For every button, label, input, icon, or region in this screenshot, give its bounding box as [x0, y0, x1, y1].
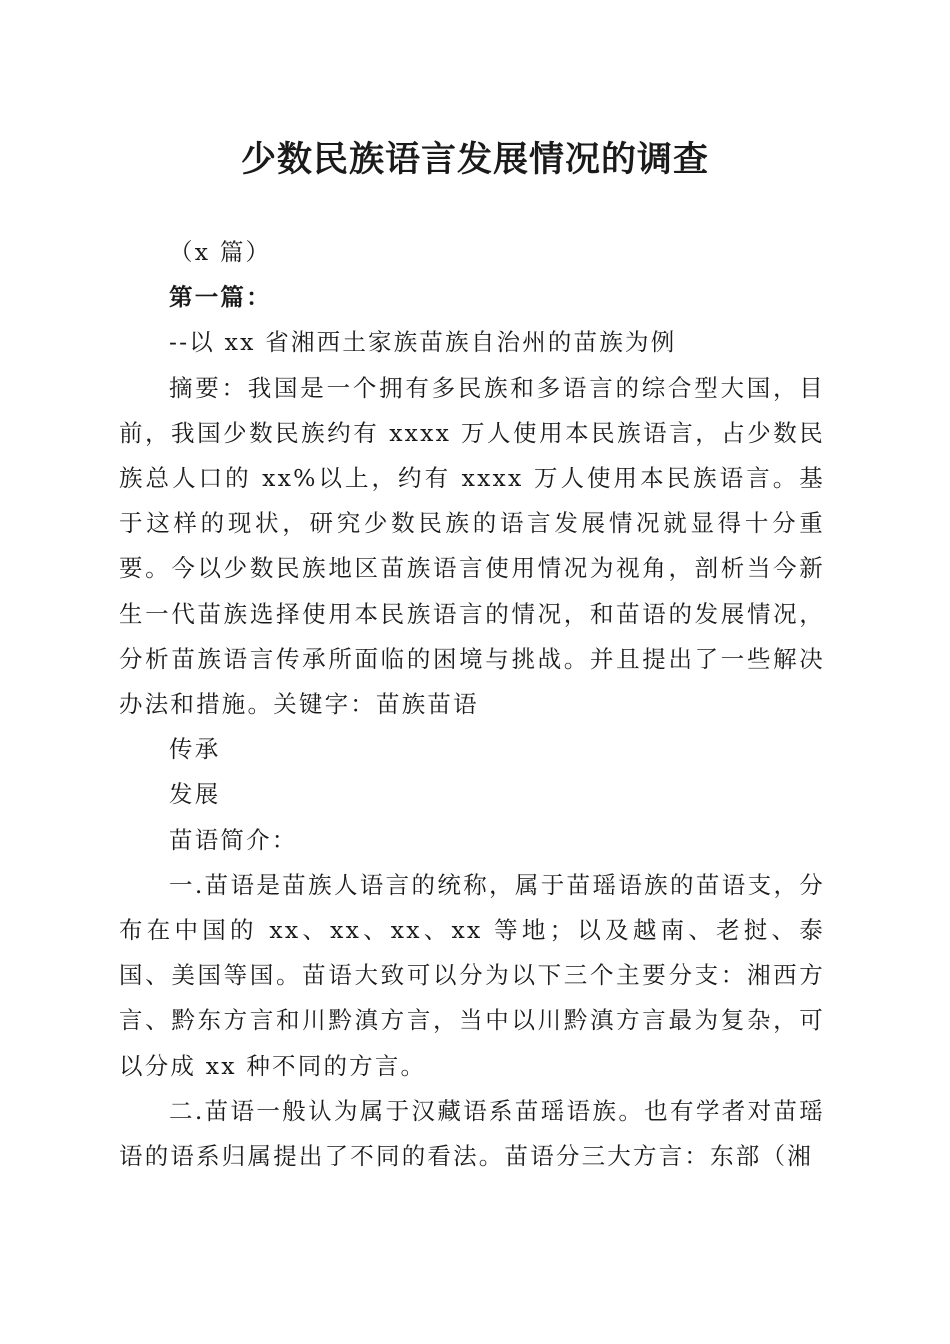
document-body	[119, 230, 825, 1179]
section-one-paragraph: 一.苗语是苗族人语言的统称，属于苗瑶语族的苗语支，分布在中国的 xx、xx、xx、xx 等地；以及越南、老挝、泰国、美国等国。苗语大致可以分为以下三个主要分支：湘西方言、黔东方言和川黔滇方言，当中以川黔滇方言最为复杂，可以分成 xx 种不同的方言。	[119, 870, 825, 1080]
keyword-develop: 发展	[169, 780, 221, 809]
intro-heading: 苗语简介：	[169, 825, 298, 854]
subtitle: --以 xx 省湘西土家族苗族自治州的苗族为例	[169, 328, 677, 357]
document-title: 少数民族语言发展情况的调查	[240, 139, 709, 180]
abstract-paragraph: 摘要：我国是一个拥有多民族和多语言的综合型大国，目前，我国少数民族约有 xxxx 万人使用本民族语言，占少数民族总人口的 xx%以上，约有 xxxx 万人使用本民族语言。基于这样的现状，研究少数民族的语言发展情况就显得十分重要。今以少数民族地区苗族语言使用情况为视角，剖析当今新生一代苗族选择使用本民族语言的情况，和苗语的发展情况，分析苗族语言传承所面临的困境与挑战。并且提出了一些解决办法和措施。关键字：苗族苗语	[119, 373, 825, 719]
article-count: （x 篇）	[169, 238, 272, 266]
part-one-heading: 第一篇：	[169, 283, 272, 312]
section-two-paragraph: 二.苗语一般认为属于汉藏语系苗瑶语族。也有学者对苗瑶语的语系归属提出了不同的看法。苗语分三大方言：东部（湘	[119, 1096, 825, 1171]
keyword-inherit: 传承	[169, 735, 221, 764]
